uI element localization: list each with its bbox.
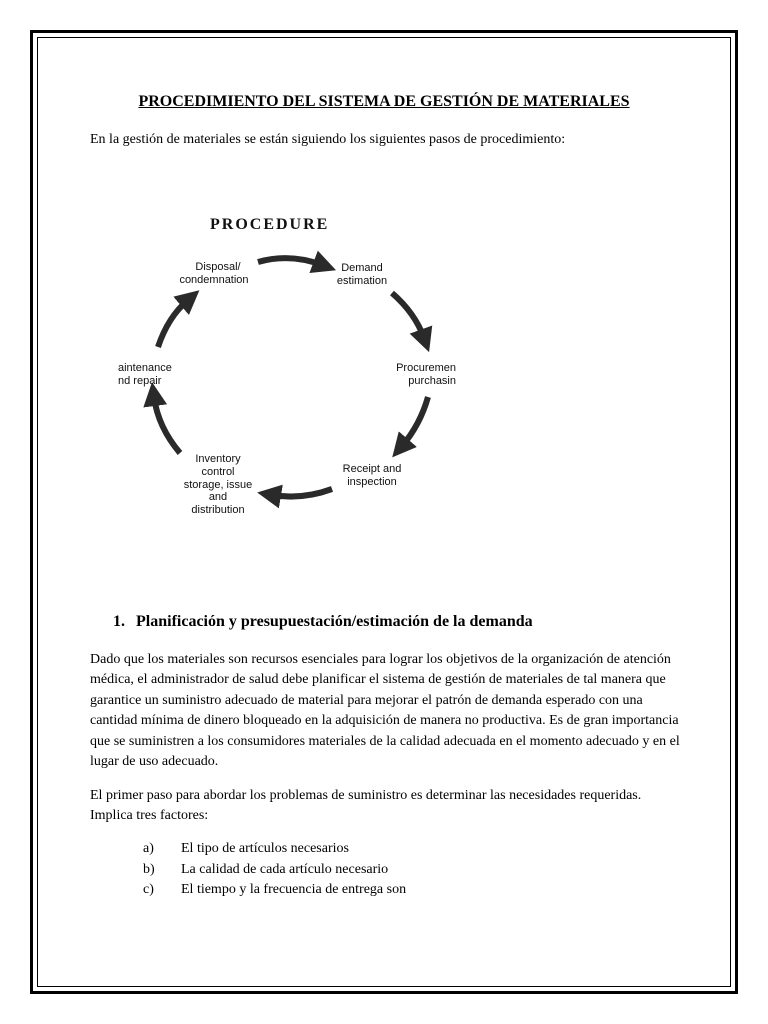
intro-paragraph: En la gestión de materiales se están siguiendo los siguientes pasos de procedimiento: [90, 132, 566, 147]
label-demand-2: estimation [336, 275, 388, 287]
list-item-text: El tiempo y la frecuencia de entrega son [181, 882, 407, 898]
procedure-diagram [110, 205, 470, 525]
body-paragraph-1: Dado que los materiales son recursos esenciales para lograr los objetivos de la organización de atención médica, el administrador de salud debe planificar el sistema de gestión de materiales de tal manera que garantice un suministro adecuado de material para mejorar el patrón de demanda esperado con una cantidad mínima de dinero bloqueado en la adquisición de manera no productiva. Es de gran importancia que se suministren a los consumidores materiales de la calidad adecuada en el momento adecuado y en el lugar de uso adecuado. [90, 652, 680, 770]
section-heading-text: Planificación y presupuestación/estimación de la demanda [136, 613, 533, 630]
section-heading [113, 613, 533, 631]
label-inventory-1: Inventory [195, 453, 241, 465]
label-maintenance-1: aintenance [118, 362, 172, 374]
label-procurement-1: Procuremen [396, 362, 456, 374]
list-marker: b) [143, 861, 155, 877]
label-inventory-2: control [201, 466, 235, 478]
list-item [143, 839, 406, 860]
label-inventory-3: storage, issue [183, 479, 253, 491]
label-inventory-5: distribution [191, 504, 245, 516]
section-number: 1. [113, 613, 125, 630]
arrow-disposal-to-demand [258, 258, 322, 265]
diagram-title: PROCEDURE [210, 216, 330, 233]
list-marker: c) [143, 882, 154, 898]
label-maintenance-2: nd repair [118, 375, 162, 387]
arrow-procurement-to-receipt [402, 397, 428, 446]
arrow-demand-to-procurement [392, 293, 424, 338]
list-item-text: La calidad de cada artículo necesario [181, 861, 389, 877]
factors-list [143, 839, 406, 901]
arrow-receipt-to-inventory [272, 489, 332, 497]
label-inventory-4: and [208, 491, 228, 503]
arrow-maintenance-to-disposal [158, 300, 188, 347]
list-item [143, 880, 406, 901]
label-receipt-2: inspection [347, 476, 397, 488]
label-disposal-1: Disposal/ [195, 261, 241, 273]
arrow-inventory-to-maintenance [154, 397, 180, 453]
list-marker: a) [143, 841, 154, 856]
body-paragraph-2: El primer paso para abordar los problemas de suministro es determinar las necesidades requeridas. Implica tres factores: [90, 788, 642, 824]
label-receipt-1: Receipt and [342, 463, 402, 475]
label-disposal-2: condemnation [179, 274, 249, 286]
label-procurement-2: purchasin [408, 375, 456, 387]
list-item [143, 860, 406, 881]
document-title: PROCEDIMIENTO DEL SISTEMA DE GESTIÓN DE MATERIALES [138, 93, 630, 110]
label-demand-1: Demand [341, 262, 383, 274]
list-item-text: El tipo de artículos necesarios [181, 841, 349, 856]
